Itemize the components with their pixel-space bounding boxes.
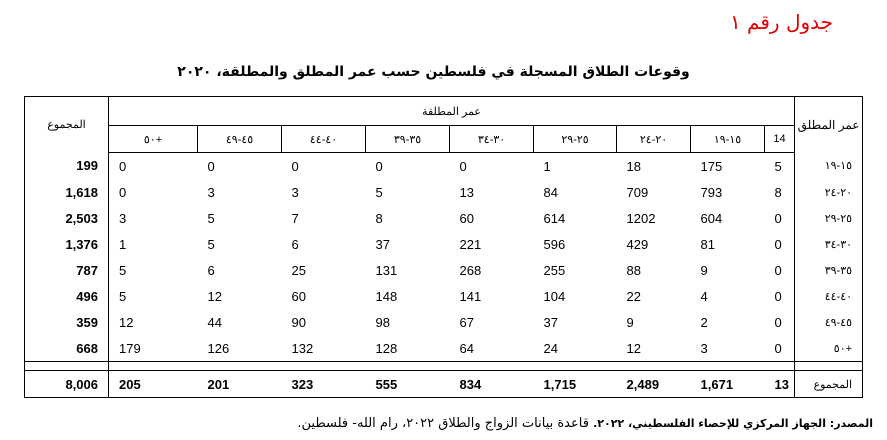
table-cell: 0 bbox=[375, 158, 383, 174]
spacer-cell bbox=[795, 362, 863, 371]
table-cell: 5 bbox=[207, 236, 215, 252]
table-cell: 7 bbox=[291, 210, 299, 226]
table-cell: 604 bbox=[700, 210, 723, 226]
table-cell: 8 bbox=[375, 210, 383, 226]
table-cell: 0 bbox=[774, 210, 782, 226]
table-cell: 3 bbox=[291, 184, 299, 200]
table-cell: 0 bbox=[459, 158, 467, 174]
grand-total: 8,006 bbox=[25, 371, 109, 398]
column-header: ٢٠-٢٤ bbox=[617, 126, 691, 153]
column-header: 14 bbox=[765, 126, 795, 153]
table-cell: 25 bbox=[291, 262, 307, 278]
table-cell: 0 bbox=[774, 262, 782, 278]
table-number-label: جدول رقم ١ bbox=[729, 10, 833, 34]
table-cell: 60 bbox=[459, 210, 475, 226]
table-title: وقوعات الطلاق المسجلة في فلسطين حسب عمر المطلق والمطلقة، ٢٠٢٠ bbox=[177, 64, 690, 80]
table-cell: 255 bbox=[543, 262, 566, 278]
column-header: ٤٠-٤٤ bbox=[282, 126, 366, 153]
table-cell: 13 bbox=[459, 184, 475, 200]
spacer-cell bbox=[109, 362, 795, 371]
table-row bbox=[25, 309, 863, 335]
table-cell: 0 bbox=[109, 179, 198, 205]
table-row bbox=[25, 231, 863, 257]
data-table bbox=[24, 96, 863, 398]
table-row bbox=[25, 257, 863, 283]
table-cell: 81 bbox=[700, 236, 716, 252]
row-total: 2,503 bbox=[25, 205, 109, 231]
table-cell: 141 bbox=[459, 288, 482, 304]
table-cell: 0 bbox=[774, 314, 782, 330]
table-cell: 5 bbox=[109, 257, 198, 283]
table-row bbox=[25, 283, 863, 309]
row-total: 787 bbox=[25, 257, 109, 283]
source-label: المصدر: الجهاز المركزي للإحصاء الفلسطيني، ٢٠٢٢. bbox=[593, 417, 873, 430]
column-total: 1,715 bbox=[534, 371, 617, 398]
table-cell: 3 bbox=[691, 335, 765, 362]
table-cell: 5 bbox=[109, 283, 198, 309]
table-cell: 5 bbox=[774, 158, 782, 174]
table-cell: 8 bbox=[774, 184, 782, 200]
table-cell: 3 bbox=[207, 184, 215, 200]
row-label: ٢٠-٢٤ bbox=[795, 179, 863, 205]
table-cell: 67 bbox=[459, 314, 475, 330]
table-cell: 64 bbox=[450, 335, 534, 362]
table-cell: 12 bbox=[109, 309, 198, 335]
table-row bbox=[25, 179, 863, 205]
table-cell: 1 bbox=[543, 158, 551, 174]
column-header: ٣٥-٣٩ bbox=[366, 126, 450, 153]
divorce-table bbox=[24, 96, 862, 398]
row-label: +٥٠ bbox=[795, 335, 863, 362]
table-cell: 37 bbox=[543, 314, 559, 330]
row-label: ٢٥-٢٩ bbox=[795, 205, 863, 231]
table-cell: 1 bbox=[109, 231, 198, 257]
table-cell: 3 bbox=[109, 205, 198, 231]
table-cell: 132 bbox=[282, 335, 366, 362]
table-row bbox=[25, 335, 863, 362]
column-header: ٣٠-٣٤ bbox=[450, 126, 534, 153]
table-cell: 90 bbox=[291, 314, 307, 330]
table-cell: 6 bbox=[291, 236, 299, 252]
column-header: ١٥-١٩ bbox=[691, 126, 765, 153]
table-cell: 0 bbox=[207, 158, 215, 174]
table-cell: 104 bbox=[543, 288, 566, 304]
table-cell: 18 bbox=[626, 158, 642, 174]
column-total: 1,671 bbox=[691, 371, 765, 398]
table-cell: 9 bbox=[700, 262, 708, 278]
spacer-row bbox=[25, 362, 863, 371]
source-note bbox=[297, 416, 873, 431]
table-cell: 98 bbox=[375, 314, 391, 330]
row-label: ٤٠-٤٤ bbox=[795, 283, 863, 309]
table-cell: 596 bbox=[543, 236, 566, 252]
table-cell: 614 bbox=[543, 210, 566, 226]
column-header: ٤٥-٤٩ bbox=[198, 126, 282, 153]
column-total: 323 bbox=[282, 371, 366, 398]
column-total: 2,489 bbox=[617, 371, 691, 398]
column-total: 205 bbox=[109, 371, 198, 398]
totals-row bbox=[25, 371, 863, 398]
table-cell: 126 bbox=[198, 335, 282, 362]
table-cell: 84 bbox=[543, 184, 559, 200]
row-total: 496 bbox=[25, 283, 109, 309]
row-total: 359 bbox=[25, 309, 109, 335]
table-cell: 22 bbox=[626, 288, 642, 304]
table-cell: 24 bbox=[534, 335, 617, 362]
source-text: قاعدة بيانات الزواج والطلاق ٢٠٢٢، رام الله- فلسطين. bbox=[297, 416, 589, 431]
wife-age-group-header: عمر المطلقة bbox=[109, 97, 795, 126]
row-total: 199 bbox=[25, 153, 109, 180]
table-cell: 268 bbox=[459, 262, 482, 278]
table-cell: 4 bbox=[700, 288, 708, 304]
table-cell: 1202 bbox=[626, 210, 656, 226]
table-cell: 9 bbox=[626, 314, 634, 330]
table-cell: 128 bbox=[366, 335, 450, 362]
row-label: ٤٥-٤٩ bbox=[795, 309, 863, 335]
column-header: ٢٥-٢٩ bbox=[534, 126, 617, 153]
table-cell: 0 bbox=[291, 158, 299, 174]
table-cell: 131 bbox=[375, 262, 398, 278]
table-cell: 0 bbox=[109, 153, 198, 180]
row-label: ٣٥-٣٩ bbox=[795, 257, 863, 283]
column-total: 555 bbox=[366, 371, 450, 398]
table-cell: 221 bbox=[459, 236, 482, 252]
spacer-cell bbox=[25, 362, 109, 371]
table-cell: 0 bbox=[774, 288, 782, 304]
husband-age-header: عمر المطلق bbox=[795, 97, 863, 153]
table-cell: 0 bbox=[765, 335, 795, 362]
table-cell: 12 bbox=[617, 335, 691, 362]
table-cell: 2 bbox=[700, 314, 708, 330]
row-total: 668 bbox=[25, 335, 109, 362]
table-cell: 44 bbox=[207, 314, 223, 330]
table-cell: 12 bbox=[207, 288, 223, 304]
column-header: +٥٠ bbox=[109, 126, 198, 153]
table-row bbox=[25, 153, 863, 180]
table-cell: 88 bbox=[626, 262, 642, 278]
table-cell: 60 bbox=[291, 288, 307, 304]
table-cell: 429 bbox=[626, 236, 649, 252]
table-cell: 179 bbox=[109, 335, 198, 362]
table-cell: 37 bbox=[375, 236, 391, 252]
table-cell: 6 bbox=[207, 262, 215, 278]
row-total: 1,618 bbox=[25, 179, 109, 205]
table-cell: 709 bbox=[626, 184, 649, 200]
table-cell: 793 bbox=[700, 184, 723, 200]
row-label: ١٥-١٩ bbox=[795, 153, 863, 180]
total-column-header: المجموع bbox=[25, 97, 109, 153]
table-cell: 5 bbox=[207, 210, 215, 226]
row-total: 1,376 bbox=[25, 231, 109, 257]
totals-row-label: المجموع bbox=[795, 371, 863, 398]
column-total: 834 bbox=[450, 371, 534, 398]
row-label: ٣٠-٣٤ bbox=[795, 231, 863, 257]
column-total: 13 bbox=[765, 371, 795, 398]
table-cell: 148 bbox=[375, 288, 398, 304]
table-cell: 0 bbox=[774, 236, 782, 252]
column-total: 201 bbox=[198, 371, 282, 398]
table-row bbox=[25, 205, 863, 231]
table-cell: 5 bbox=[375, 184, 383, 200]
table-cell: 175 bbox=[700, 158, 723, 174]
